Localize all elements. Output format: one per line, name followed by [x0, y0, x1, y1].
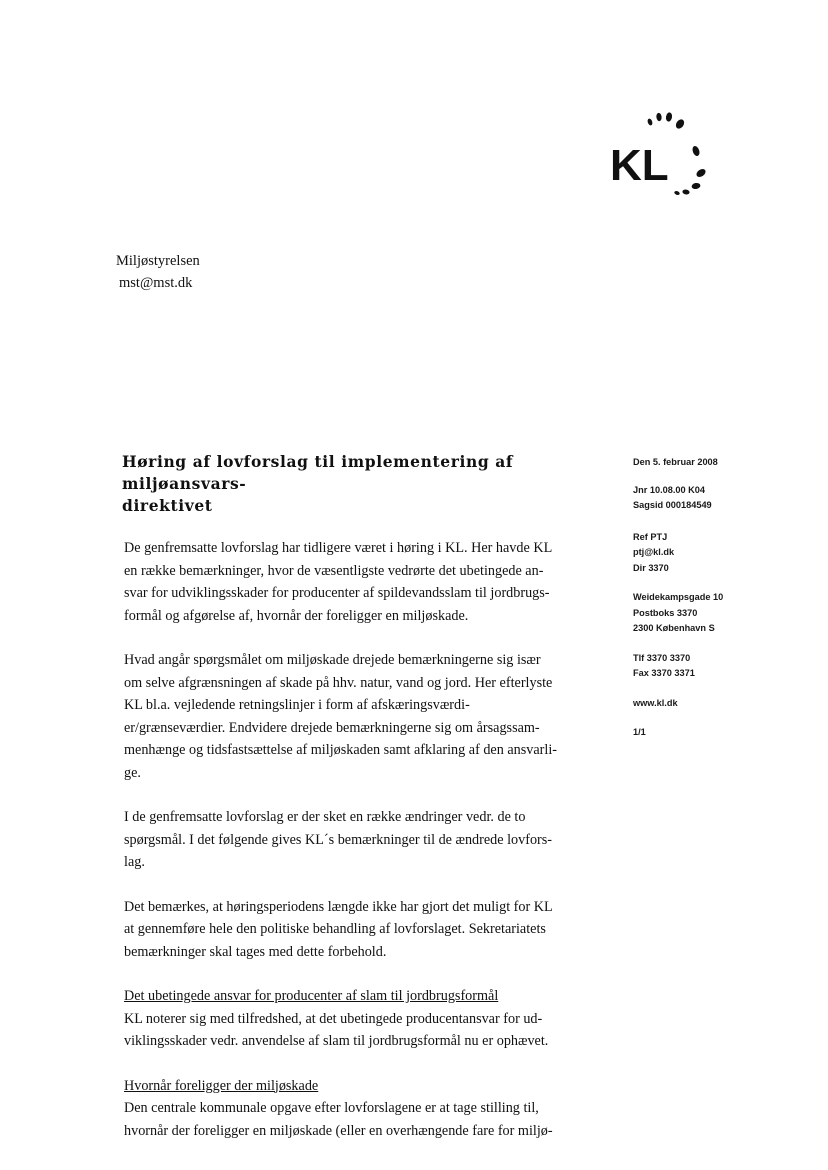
- title-line: Høring af lovforslag til implementering af miljøansvars-: [122, 452, 514, 493]
- text-line: en række bemærkninger, hvor de væsentligste vedrørte det ubetingede an-: [124, 562, 544, 579]
- text-line: spørgsmål. I det følgende gives KL´s bemærkninger til de ændrede lovfors-: [124, 831, 553, 848]
- section-environmental-damage: [124, 1075, 594, 1143]
- recipient-email: mst@mst.dk: [119, 275, 193, 291]
- letter-sidebar: [633, 455, 803, 755]
- text-line: er/grænseværdier. Endvidere drejede bemærkningerne sig om årsagssam-: [124, 719, 540, 736]
- title-line: direktivet: [122, 496, 213, 515]
- letter-body: [124, 537, 594, 1164]
- section-heading: Det ubetingede ansvar for producenter af slam til jordbrugsformål: [124, 988, 499, 1004]
- sidebar-page-number: 1/1: [633, 727, 646, 737]
- sidebar-jnr: Jnr 10.08.00 K04: [633, 484, 706, 495]
- text-line: svar for udviklingsskader for producenter af spildevandsslam til jordbrugs-: [124, 585, 550, 601]
- sidebar-city: 2300 København S: [633, 623, 715, 633]
- kl-logo-icon: [606, 104, 726, 204]
- sidebar-web: www.kl.dk: [633, 697, 678, 708]
- paragraph-3: [124, 806, 594, 874]
- text-line: I de genfremsatte lovforslag er der sket en række ændringer vedr. de to: [124, 809, 526, 825]
- recipient-name: Miljøstyrelsen: [116, 253, 200, 269]
- text-line: De genfremsatte lovforslag har tidligere været i høring i KL. Her havde KL: [124, 540, 553, 556]
- sidebar-ref-email: ptj@kl.dk: [633, 547, 675, 557]
- sidebar-dir: Dir 3370: [633, 562, 669, 573]
- text-line: hvornår der foreligger en miljøskade (eller en overhængende fare for miljø-: [124, 1122, 553, 1139]
- text-line: KL bl.a. vejledende retningslinjer i form af afskæringsværdi-: [124, 697, 470, 713]
- sidebar-fax: Fax 3370 3371: [633, 668, 695, 678]
- sidebar-ref: Ref PTJ: [633, 531, 668, 542]
- sidebar-date: Den 5. februar 2008: [633, 457, 718, 467]
- recipient-block: [116, 250, 200, 294]
- sidebar-sagsid: Sagsid 000184549: [633, 500, 712, 510]
- section-heading: Hvornår foreligger der miljøskade: [124, 1077, 319, 1094]
- text-line: lag.: [124, 854, 145, 870]
- text-line: Den centrale kommunale opgave efter lovforslagene er at tage stilling til,: [124, 1100, 539, 1116]
- paragraph-1: [124, 537, 594, 627]
- text-line: viklingsskader vedr. anvendelse af slam til jordbrugsformål nu er ophævet.: [124, 1033, 549, 1049]
- sidebar-street: Weidekampsgade 10: [633, 592, 724, 602]
- text-line: KL noterer sig med tilfredshed, at det ubetingede producentansvar for ud-: [124, 1010, 543, 1027]
- text-line: at gennemføre hele den politiske behandling af lovforslaget. Sekretariatets: [124, 921, 546, 937]
- section-producer-liability: [124, 985, 594, 1053]
- sidebar-phone: Tlf 3370 3370: [633, 652, 691, 663]
- text-line: menhænge og tidsfastsættelse af miljøskaden samt afklaring af den ansvarli-: [124, 742, 558, 758]
- text-line: om selve afgrænsningen af skade på hhv. natur, vand og jord. Her efterlyste: [124, 674, 553, 691]
- text-line: formål og afgørelse af, hvornår der foreligger en miljøskade.: [124, 607, 469, 624]
- paragraph-2: [124, 649, 594, 784]
- text-line: Hvad angår spørgsmålet om miljøskade drejede bemærkningerne sig især: [124, 652, 541, 668]
- letter-title: [122, 451, 600, 517]
- text-line: ge.: [124, 764, 141, 781]
- sidebar-postbox: Postboks 3370: [633, 607, 698, 618]
- paragraph-4: [124, 896, 594, 964]
- logo-text: KL: [610, 141, 669, 190]
- text-line: Det bemærkes, at høringsperiodens længde ikke har gjort det muligt for KL: [124, 898, 553, 915]
- text-line: bemærkninger skal tages med dette forbehold.: [124, 943, 387, 960]
